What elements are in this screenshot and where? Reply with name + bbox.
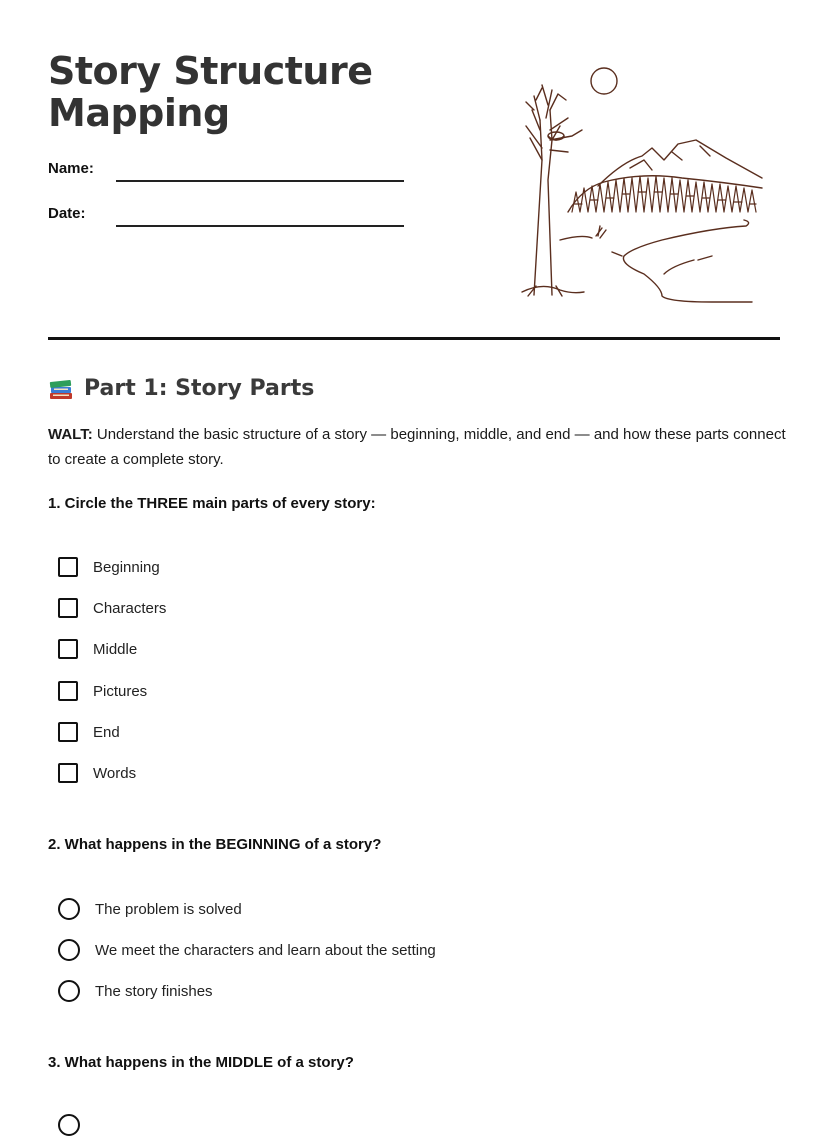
river-icon (623, 220, 752, 302)
question-1: 1. Circle the THREE main parts of every story: (48, 495, 376, 512)
checkbox[interactable] (58, 681, 78, 701)
title-line-2: Mapping (48, 91, 230, 135)
option-story-finishes[interactable] (58, 980, 213, 1002)
checkbox[interactable] (58, 639, 78, 659)
walt-label: WALT: (48, 426, 93, 443)
radio-button[interactable] (58, 939, 80, 961)
option-label: End (93, 723, 120, 741)
radio-button[interactable] (58, 1114, 80, 1136)
part1-heading-text: Part 1: Story Parts (84, 376, 315, 401)
checkbox[interactable] (58, 557, 78, 577)
option-label: We meet the characters and learn about the setting (95, 941, 436, 959)
option-label: Middle (93, 640, 138, 658)
question-2: 2. What happens in the BEGINNING of a story? (48, 836, 382, 853)
option-label: The problem is solved (95, 900, 242, 918)
question-3: 3. What happens in the MIDDLE of a story? (48, 1054, 354, 1071)
books-icon (48, 377, 74, 401)
title-line-1: Story Structure (48, 49, 373, 93)
date-field[interactable] (116, 225, 404, 227)
option-label: Words (93, 764, 137, 782)
option-end[interactable] (58, 722, 120, 742)
date-label: Date: (48, 205, 86, 222)
radio-button[interactable] (58, 898, 80, 920)
option-words[interactable] (58, 763, 136, 783)
option-characters[interactable] (58, 598, 166, 618)
checkbox[interactable] (58, 763, 78, 783)
landscape-illustration (512, 60, 772, 310)
checkbox[interactable] (58, 598, 78, 618)
option-label: Pictures (93, 682, 148, 700)
checkbox[interactable] (58, 722, 78, 742)
option-problem-solved[interactable] (58, 898, 242, 920)
option-middle[interactable] (58, 639, 137, 659)
page-title (48, 50, 372, 134)
option-beginning[interactable] (58, 557, 160, 577)
walt-statement (48, 422, 788, 472)
option-label: The story finishes (95, 982, 213, 1000)
part1-heading (48, 375, 314, 403)
divider (48, 337, 780, 340)
option-partial[interactable] (58, 1114, 95, 1136)
forest-icon (572, 176, 756, 212)
sun-icon (591, 68, 617, 94)
name-field[interactable] (116, 180, 404, 182)
option-meet-characters[interactable] (58, 939, 436, 961)
radio-button[interactable] (58, 980, 80, 1002)
mountains-icon (598, 140, 762, 186)
name-label: Name: (48, 160, 94, 177)
option-pictures[interactable] (58, 681, 147, 701)
walt-text: Understand the basic structure of a story — beginning, middle, and end — and how these parts connect to create a complete story. (48, 426, 786, 468)
option-label: Beginning (93, 558, 160, 576)
option-label: Characters (93, 599, 167, 617)
